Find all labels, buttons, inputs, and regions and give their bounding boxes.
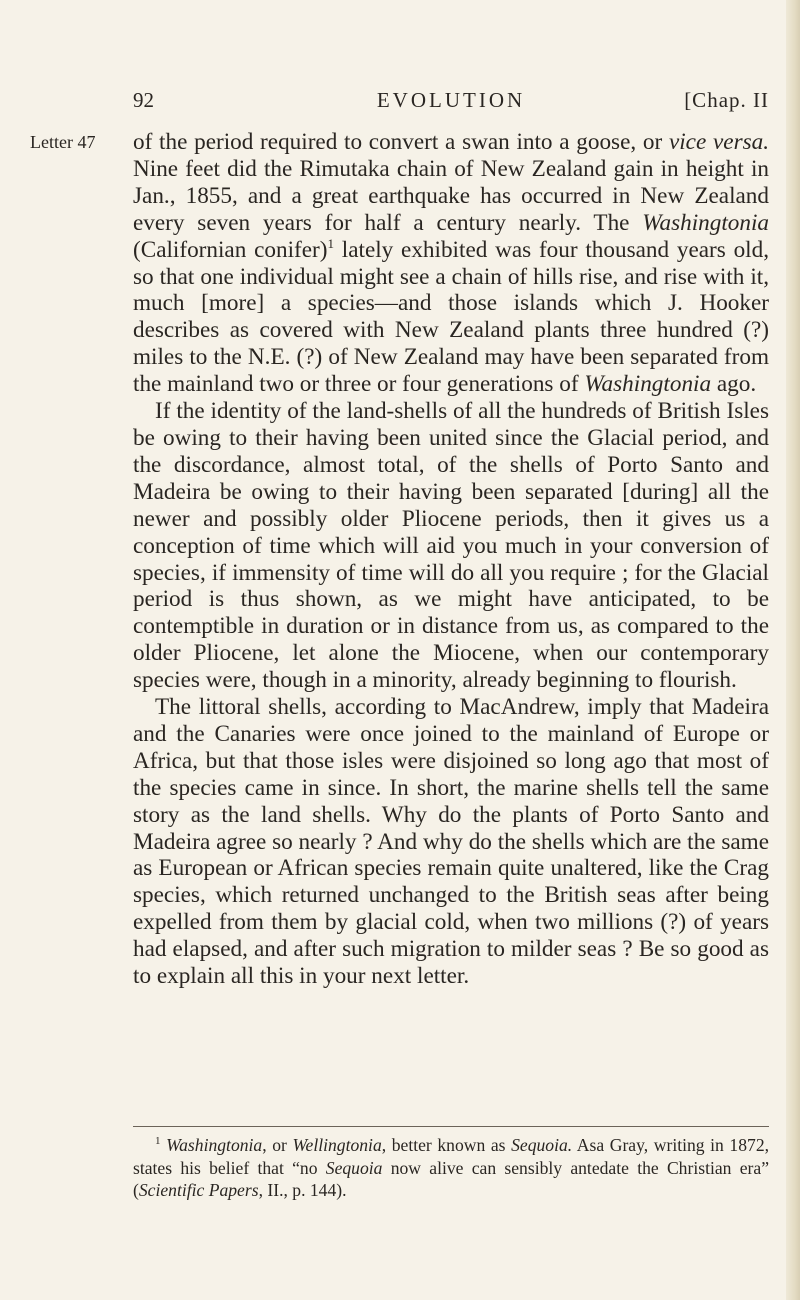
paragraph-1 [133, 129, 769, 398]
letter-sidenote: Letter 47 [30, 132, 96, 152]
italic-text: Washingtonia [166, 1135, 263, 1155]
text-run: Asa Gray, writing in 1872, states his belief that “no [133, 1135, 770, 1178]
text-run: lately exhibited was four thousand years old, so that one individual might see a chain of hills rise, and rise with it, much [more] a species—and those islands which J. Hooker describes as covered with New Zealand plants three hundred (?) miles to the N.E. (?) of New Zealand may have been separated from the mainland two or three or four generations of [133, 236, 769, 398]
main-text [133, 129, 769, 990]
text-run: ago. [711, 371, 757, 398]
running-header [133, 88, 769, 116]
text-run: (Californian conifer) [133, 236, 328, 263]
footnote [133, 1134, 769, 1202]
text-run: , II., p. 144). [258, 1180, 347, 1200]
footnote-marker: 1 [155, 1135, 161, 1147]
text-run: Nine feet did the Rimutaka chain of New Zealand gain in height in Jan., 1855, and a great earthquake has occurred in New Zealand every seven years for half a century nearly. The [133, 155, 769, 236]
italic-text: Washingtonia [642, 209, 769, 236]
paragraph-3: The littoral shells, according to MacAndrew, imply that Madeira and the Canaries were once joined to the mainland of Europe or Africa, but that those isles were disjoined so long ago that most of the species came in since. In short, the marine shells tell the same story as the land shells. Why do the plants of Porto Santo and Madeira agree so nearly ? And why do the shells which are the same as European or African species remain quite unaltered, like the Crag species, which returned unchanged to the British seas after being expelled from them by glacial cold, when two millions (?) of years had elapsed, and after such migration to milder seas ? Be so good as to explain all this in your next letter. [133, 694, 769, 990]
footnote-text [133, 1134, 769, 1202]
italic-text: vice versa. [668, 129, 770, 155]
text-run: now alive can sensibly antedate the Christian era” ( [133, 1157, 770, 1200]
footnote-rule [133, 1126, 769, 1127]
page-edge [786, 0, 800, 1300]
text-run: of the period required to convert a swan into a goose, or [133, 129, 669, 155]
italic-text: Sequoia. [511, 1135, 573, 1155]
italic-text: Washingtonia [584, 371, 712, 398]
chapter-label: [Chap. II [684, 88, 769, 112]
italic-text: Sequoia [325, 1157, 383, 1178]
page-number: 92 [133, 88, 154, 112]
text-run: , better known as [381, 1135, 512, 1155]
text-run: , or [262, 1135, 293, 1155]
italic-text: Scientific Papers [138, 1180, 259, 1200]
paragraph-2: If the identity of the land-shells of all the hundreds of British Isles be owing to their having been united since the Glacial period, and the discordance, almost total, of the shells of Porto Santo and Madeira be owing to their having been separated [during] all the newer and possibly older Pliocene periods, then it gives us a conception of time which will aid you much in your conversion of species, if immensity of time will do all you require ; for the Glacial period is thus shown, as we might have anticipated, to be contemptible in duration or in distance from us, as compared to the older Pliocene, let alone the Miocene, when our contemporary species were, though in a minority, already beginning to flourish. [133, 398, 769, 694]
italic-text: Wellingtonia [292, 1135, 382, 1155]
footnote-ref: 1 [327, 235, 334, 251]
running-title: EVOLUTION [376, 88, 526, 112]
